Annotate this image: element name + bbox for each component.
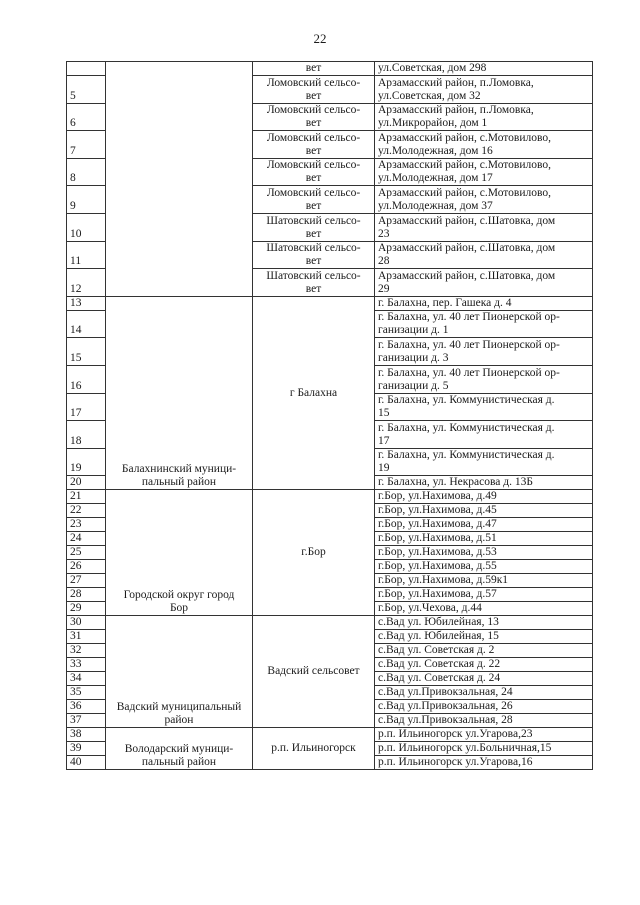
address-cell: [375, 700, 593, 714]
district-cell: [106, 728, 253, 770]
address-cell: [375, 644, 593, 658]
row-number: 6: [67, 103, 106, 131]
settlement-name: г.Бор: [301, 546, 326, 559]
settlement-cell: [253, 213, 375, 241]
district-cell: [106, 616, 253, 728]
row-number: 20: [67, 476, 106, 490]
row-number: 33: [67, 658, 106, 672]
row-number: 36: [67, 700, 106, 714]
address-cell: [375, 393, 593, 421]
address-text: с.Вад ул.Привокзальная, 28: [378, 714, 513, 727]
address-cell: [375, 213, 593, 241]
district-cell: [106, 490, 253, 616]
row-number: 21: [67, 490, 106, 504]
settlement-cell: [253, 76, 375, 104]
row-number: 25: [67, 546, 106, 560]
address-text: с.Вад ул.Привокзальная, 24: [378, 686, 513, 699]
address-cell: [375, 602, 593, 616]
row-number: 13: [67, 296, 106, 310]
district-name: Балахнинский муници- пальный район: [121, 463, 237, 489]
address-text: с.Вад ул. Советская д. 2: [378, 644, 495, 657]
district-name: Вадский муниципальный район: [116, 701, 242, 727]
settlement-name: г Балахна: [289, 386, 338, 399]
row-number: 12: [67, 269, 106, 297]
address-text: с.Вад ул. Юбилейная, 15: [378, 630, 499, 643]
address-text: Арзамасский район, с.Мотовилово, ул.Молодежная, дом 17: [378, 159, 551, 185]
address-cell: [375, 269, 593, 297]
district-cell: [106, 62, 253, 297]
row-number: 8: [67, 158, 106, 186]
address-text: г.Бор, ул.Нахимова, д.51: [378, 532, 497, 545]
address-text: г.Бор, ул.Нахимова, д.45: [378, 504, 497, 517]
address-text: с.Вад ул. Юбилейная, 13: [378, 616, 499, 629]
row-number: 9: [67, 186, 106, 214]
address-text: Арзамасский район, п.Ломовка, ул.Микрорайон, дом 1: [378, 104, 534, 130]
settlement-name: Ломовский сельсо- вет: [266, 104, 361, 130]
row-number: 28: [67, 588, 106, 602]
row-number: 40: [67, 756, 106, 770]
settlement-cell: [253, 728, 375, 770]
district-cell: [106, 296, 253, 490]
address-cell: [375, 616, 593, 630]
row-number: 22: [67, 504, 106, 518]
address-cell: [375, 658, 593, 672]
address-cell: [375, 588, 593, 602]
address-cell: [375, 546, 593, 560]
settlement-cell: [253, 158, 375, 186]
row-number: 29: [67, 602, 106, 616]
address-text: г.Бор, ул.Нахимова, д.53: [378, 546, 497, 559]
settlement-name: Шатовский сельсо- вет: [266, 214, 361, 240]
row-number: 32: [67, 644, 106, 658]
settlement-cell: [253, 296, 375, 490]
address-text: г. Балахна, ул. Некрасова д. 13Б: [378, 476, 533, 489]
row-number: [67, 62, 106, 76]
settlement-name: Ломовский сельсо- вет: [266, 186, 361, 212]
address-cell: [375, 686, 593, 700]
address-text: г. Балахна, ул. Коммунистическая д. 19: [378, 449, 555, 475]
address-text: р.п. Ильиногорск ул.Больничная,15: [378, 742, 552, 755]
address-cell: [375, 756, 593, 770]
address-cell: [375, 672, 593, 686]
address-text: Арзамасский район, с.Шатовка, дом 23: [378, 214, 556, 240]
settlement-cell: [253, 269, 375, 297]
address-cell: [375, 714, 593, 728]
address-text: Арзамасский район, п.Ломовка, ул.Советская, дом 32: [378, 76, 534, 102]
address-cell: [375, 630, 593, 644]
address-text: г. Балахна, ул. Коммунистическая д. 15: [378, 394, 555, 420]
address-text: г. Балахна, пер. Гашека д. 4: [378, 296, 512, 309]
row-number: 19: [67, 448, 106, 476]
address-text: г. Балахна, ул. 40 лет Пионерской ор- ганизации д. 5: [378, 366, 560, 392]
settlement-cell: [253, 186, 375, 214]
row-number: 17: [67, 393, 106, 421]
row-number: 23: [67, 518, 106, 532]
address-table: [66, 61, 593, 770]
address-text: с.Вад ул. Советская д. 24: [378, 672, 501, 685]
settlement-name: вет: [305, 62, 322, 74]
settlement-name: Ломовский сельсо- вет: [266, 76, 361, 102]
settlement-cell: [253, 490, 375, 616]
row-number: 35: [67, 686, 106, 700]
address-text: ул.Советская, дом 298: [378, 62, 487, 74]
district-name: Городской округ город Бор: [123, 589, 235, 615]
row-number: 24: [67, 532, 106, 546]
address-cell: [375, 296, 593, 310]
address-text: г. Балахна, ул. Коммунистическая д. 17: [378, 421, 555, 447]
table-row: [67, 616, 593, 630]
address-cell: [375, 518, 593, 532]
address-text: с.Вад ул.Привокзальная, 26: [378, 700, 513, 713]
address-cell: [375, 310, 593, 338]
row-number: 5: [67, 76, 106, 104]
address-cell: [375, 560, 593, 574]
row-number: 30: [67, 616, 106, 630]
address-text: г. Балахна, ул. 40 лет Пионерской ор- ганизации д. 1: [378, 311, 560, 337]
row-number: 34: [67, 672, 106, 686]
address-cell: [375, 338, 593, 366]
row-number: 16: [67, 365, 106, 393]
settlement-name: Ломовский сельсо- вет: [266, 131, 361, 157]
address-text: Арзамасский район, с.Мотовилово, ул.Молодежная, дом 37: [378, 186, 551, 212]
address-text: Арзамасский район, с.Мотовилово, ул.Молодежная, дом 16: [378, 131, 551, 157]
page-number: 22: [313, 31, 327, 46]
row-number: 10: [67, 213, 106, 241]
row-number: 39: [67, 742, 106, 756]
address-text: г.Бор, ул.Нахимова, д.57: [378, 588, 497, 601]
settlement-name: Ломовский сельсо- вет: [266, 159, 361, 185]
address-text: г.Бор, ул.Нахимова, д.55: [378, 560, 497, 573]
address-text: Арзамасский район, с.Шатовка, дом 29: [378, 269, 556, 295]
address-text: г.Бор, ул.Нахимова, д.47: [378, 518, 497, 531]
settlement-cell: [253, 241, 375, 269]
row-number: 11: [67, 241, 106, 269]
address-cell: [375, 62, 593, 76]
table-row: [67, 62, 593, 76]
address-text: р.п. Ильиногорск ул.Угарова,16: [378, 756, 533, 769]
address-text: с.Вад ул. Советская д. 22: [378, 658, 501, 671]
address-text: р.п. Ильиногорск ул.Угарова,23: [378, 728, 533, 741]
row-number: 31: [67, 630, 106, 644]
row-number: 37: [67, 714, 106, 728]
address-cell: [375, 742, 593, 756]
row-number: 18: [67, 421, 106, 449]
address-text: г.Бор, ул.Чехова, д.44: [378, 602, 482, 615]
settlement-name: Шатовский сельсо- вет: [266, 269, 361, 295]
address-cell: [375, 574, 593, 588]
settlement-cell: [253, 616, 375, 728]
address-cell: [375, 448, 593, 476]
address-cell: [375, 186, 593, 214]
settlement-cell: [253, 103, 375, 131]
table-row: [67, 728, 593, 742]
address-cell: [375, 365, 593, 393]
table-row: [67, 296, 593, 310]
address-cell: [375, 490, 593, 504]
address-text: г.Бор, ул.Нахимова, д.49: [378, 490, 497, 503]
address-text: Арзамасский район, с.Шатовка, дом 28: [378, 242, 556, 268]
address-cell: [375, 131, 593, 159]
address-cell: [375, 76, 593, 104]
row-number: 14: [67, 310, 106, 338]
address-cell: [375, 158, 593, 186]
address-cell: [375, 532, 593, 546]
address-cell: [375, 476, 593, 490]
address-cell: [375, 421, 593, 449]
address-cell: [375, 728, 593, 742]
row-number: 26: [67, 560, 106, 574]
table-row: [67, 490, 593, 504]
district-name: Володарский муници- пальный район: [124, 743, 234, 769]
row-number: 38: [67, 728, 106, 742]
settlement-cell: [253, 131, 375, 159]
settlement-name: р.п. Ильиногорск: [271, 742, 356, 755]
address-cell: [375, 241, 593, 269]
settlement-name: Вадский сельсовет: [267, 665, 360, 678]
address-text: г.Бор, ул.Нахимова, д.59к1: [378, 574, 509, 587]
address-cell: [375, 504, 593, 518]
settlement-name: Шатовский сельсо- вет: [266, 242, 361, 268]
row-number: 27: [67, 574, 106, 588]
row-number: 7: [67, 131, 106, 159]
row-number: 15: [67, 338, 106, 366]
settlement-cell: [253, 62, 375, 76]
address-text: г. Балахна, ул. 40 лет Пионерской ор- ганизации д. 3: [378, 338, 560, 364]
address-cell: [375, 103, 593, 131]
